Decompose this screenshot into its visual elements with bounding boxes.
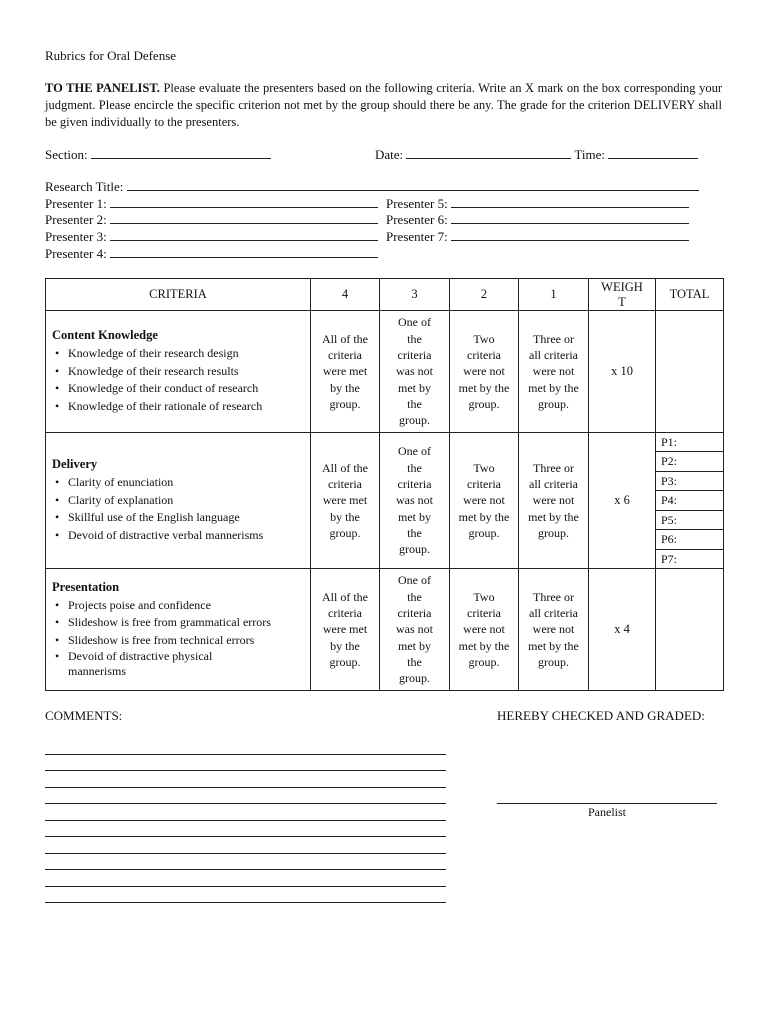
score-3-desc: One of the criteria was not met by the group. [396,573,433,686]
comments-label: COMMENTS: [45,708,123,723]
instructions [45,80,722,131]
total-cell[interactable] [656,311,724,433]
section-field[interactable] [45,147,271,163]
score-1-desc: Three or all criteria were not met by the group. [528,460,579,540]
criteria-item: • Slideshow is free from grammatical errors [52,614,306,632]
presenter-6-field[interactable] [386,212,689,228]
header-row [46,279,724,311]
score-2-desc: Two criteria were not met by the group. [458,331,510,411]
criteria-item: • Knowledge of their research design [52,345,306,363]
score-3-desc: One of the criteria was not met by the group. [396,444,433,557]
score-2-desc: Two criteria were not met by the group. [458,589,510,669]
panelist-label: Panelist [588,805,626,819]
presenter-1-field[interactable] [45,196,378,212]
score-4-cell[interactable] [311,433,380,569]
instructions-lead: TO THE PANELIST. [45,81,160,95]
presenter-7-label: Presenter 7: [386,229,448,244]
presenter-total-p4[interactable]: P4: [656,491,723,510]
presenter-5-label: Presenter 5: [386,196,448,211]
criteria-item: • Clarity of explanation [52,492,306,510]
comment-line[interactable] [45,787,446,788]
date-label: Date: [375,147,404,162]
row-presentation [46,569,724,691]
score-3-cell[interactable] [380,433,450,569]
header-weight-text: WEIGH T [601,279,643,309]
comment-line[interactable] [45,869,446,870]
comment-line[interactable] [45,902,446,903]
criteria-cell [46,311,311,433]
criteria-item: • Projects poise and confidence [52,597,306,615]
criteria-item: • Devoid of distractive physical mannerisms [52,649,218,679]
presenter-2-field[interactable] [45,212,378,228]
presenter-total-p5[interactable]: P5: [656,511,723,530]
research-title-field[interactable] [45,179,699,195]
presenter-2-label: Presenter 2: [45,212,107,227]
score-4-cell[interactable] [311,569,380,691]
presenter-5-field[interactable] [386,196,689,212]
presenter-3-field[interactable] [45,229,378,245]
criteria-cell [46,433,311,569]
weight-cell: x 6 [589,433,656,569]
weight-cell: x 10 [589,311,656,433]
date-field[interactable] [375,147,698,163]
score-1-desc: Three or all criteria were not met by the group. [528,589,579,669]
criteria-item: • Knowledge of their conduct of research [52,380,306,398]
score-3-cell[interactable] [380,569,450,691]
comment-line[interactable] [45,803,446,804]
presenter-total-p7[interactable]: P7: [661,551,678,566]
score-2-cell[interactable] [450,311,519,433]
row-delivery [46,433,724,569]
total-cell [656,433,724,569]
time-label: Time: [574,147,606,162]
header-score-1: 1 [519,279,589,311]
criteria-list [52,345,306,415]
presenter-6-label: Presenter 6: [386,212,448,227]
comment-line[interactable] [45,754,446,755]
presenter-total-p1[interactable]: P1: [656,433,723,452]
header-weight [589,279,656,311]
header-total: TOTAL [656,279,724,311]
score-4-desc: All of the criteria were met by the group. [322,331,368,411]
score-1-desc: Three or all criteria were not met by the group. [528,331,579,411]
comment-line[interactable] [45,820,446,821]
criteria-item: • Devoid of distractive verbal mannerisms [52,527,306,545]
research-title-label: Research Title: [45,179,124,194]
checked-graded-label: HEREBY CHECKED AND GRADED: [497,708,705,723]
criteria-item: • Clarity of enunciation [52,474,306,492]
score-2-cell[interactable] [450,569,519,691]
score-4-cell[interactable] [311,311,380,433]
score-1-cell[interactable] [519,569,589,691]
presenter-total-list [656,433,723,568]
criteria-item: • Slideshow is free from technical errors [52,632,306,650]
criteria-title: Presentation [52,579,120,594]
score-1-cell[interactable] [519,433,589,569]
presenter-4-label: Presenter 4: [45,246,107,261]
comment-line[interactable] [45,853,446,854]
criteria-title: Content Knowledge [52,328,158,342]
presenter-7-field[interactable] [386,229,689,245]
presenter-total-p6[interactable]: P6: [656,530,723,549]
presenter-1-label: Presenter 1: [45,196,107,211]
total-cell[interactable] [656,569,724,691]
comment-line[interactable] [45,770,446,771]
presenter-total-p2[interactable]: P2: [656,452,723,471]
criteria-item: • Knowledge of their rationale of research [52,398,306,416]
instructions-text: Please evaluate the presenters based on the following criteria. Write an X mark on the box corresponding your judgment. Please encircle the specific criterion not met by the group should there be any. The grade for the criterion DELIVERY shall be given individually to the presenters. [45,81,723,129]
panelist-signature-line[interactable] [497,803,717,804]
score-4-desc: All of the criteria were met by the group. [322,589,368,669]
score-3-cell[interactable] [380,311,450,433]
presenter-3-label: Presenter 3: [45,229,107,244]
header-criteria: CRITERIA [46,279,311,311]
comment-line[interactable] [45,836,446,837]
criteria-title: Delivery [52,457,98,471]
header-score-2: 2 [450,279,519,311]
score-3-desc: One of the criteria was not met by the group. [396,315,433,428]
criteria-item: • Knowledge of their research results [52,363,306,381]
rubric-table [45,278,724,691]
score-2-cell[interactable] [450,433,519,569]
presenter-total-p3[interactable]: P3: [656,472,723,491]
header-score-4: 4 [311,279,380,311]
criteria-cell [46,569,311,691]
criteria-list [52,474,306,544]
page-title: Rubrics for Oral Defense [45,48,177,63]
weight-cell: x 4 [589,569,656,691]
header-score-3: 3 [380,279,450,311]
row-content-knowledge [46,311,724,433]
criteria-list [52,597,306,680]
score-2-desc: Two criteria were not met by the group. [458,460,510,540]
section-label: Section: [45,147,88,162]
comment-line[interactable] [45,886,446,887]
score-1-cell[interactable] [519,311,589,433]
score-4-desc: All of the criteria were met by the group. [322,460,368,540]
criteria-item: • Skillful use of the English language [52,509,306,527]
presenter-4-field[interactable] [45,246,378,262]
